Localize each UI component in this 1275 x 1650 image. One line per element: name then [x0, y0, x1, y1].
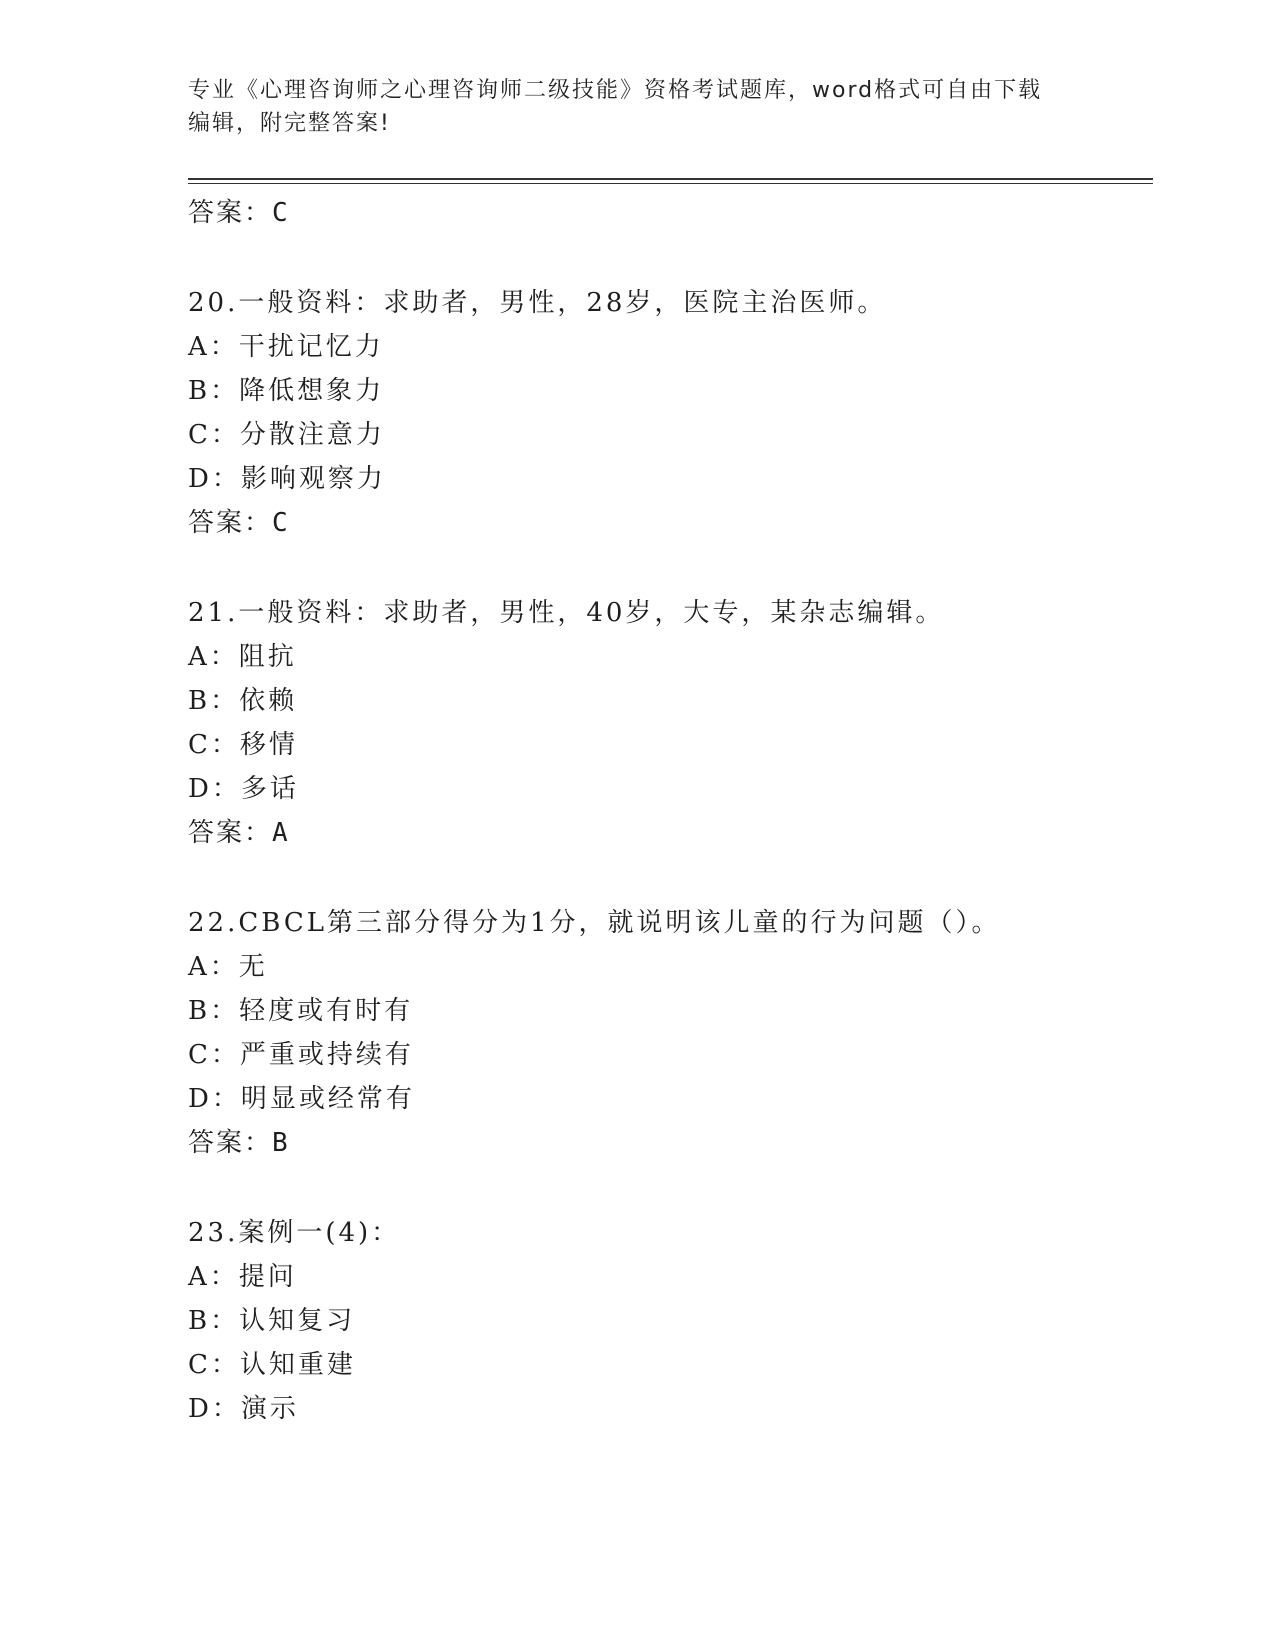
question-23-stem: 23.案例一(4)：	[188, 1218, 401, 1248]
question-23-option-a: A：提问	[188, 1262, 297, 1292]
question-21-option-c: C：移情	[188, 730, 298, 760]
question-20-option-c: C：分散注意力	[188, 420, 385, 450]
header-line-2: 编辑，附完整答案!	[188, 111, 391, 136]
question-20-option-b: B：降低想象力	[188, 376, 385, 406]
question-20-stem: 20.一般资料：求助者，男性，28岁，医院主治医师。	[188, 288, 887, 318]
question-21-stem: 21.一般资料：求助者，男性，40岁，大专，某杂志编辑。	[188, 598, 945, 628]
answer-label: 答案：	[188, 198, 273, 228]
answer-21	[188, 812, 290, 849]
question-22-option-a: A：无	[188, 952, 268, 982]
answer-label: 答案：	[188, 1128, 273, 1158]
answer-value: B	[272, 1128, 290, 1158]
answer-label: 答案：	[188, 818, 273, 848]
question-22-option-c: C：严重或持续有	[188, 1040, 414, 1070]
answer-19	[188, 192, 290, 229]
question-20-option-d: D：影响观察力	[188, 464, 386, 494]
question-20-option-a: A：干扰记忆力	[188, 332, 384, 362]
answer-value: C	[272, 508, 290, 538]
question-23-option-c: C：认知重建	[188, 1350, 356, 1380]
question-23-option-b: B：认知复习	[188, 1306, 356, 1336]
question-21-option-b: B：依赖	[188, 686, 298, 716]
answer-value: A	[272, 818, 290, 848]
document-header	[188, 74, 1088, 140]
header-line-1: 专业《心理咨询师之心理咨询师二级技能》资格考试题库，word格式可自由下载	[188, 78, 1043, 103]
answer-label: 答案：	[188, 508, 273, 538]
answer-20	[188, 502, 290, 539]
question-22-option-b: B：轻度或有时有	[188, 996, 414, 1026]
question-21-option-d: D：多话	[188, 774, 299, 804]
question-21-option-a: A：阻抗	[188, 642, 297, 672]
question-22-stem: 22.CBCL第三部分得分为1分，就说明该儿童的行为问题（）。	[188, 908, 1001, 938]
answer-value: C	[272, 198, 290, 228]
question-23-option-d: D：演示	[188, 1394, 299, 1424]
answer-22	[188, 1122, 290, 1159]
header-divider-thin	[188, 183, 1153, 184]
header-divider-thick	[188, 178, 1153, 180]
question-22-option-d: D：明显或经常有	[188, 1084, 415, 1114]
